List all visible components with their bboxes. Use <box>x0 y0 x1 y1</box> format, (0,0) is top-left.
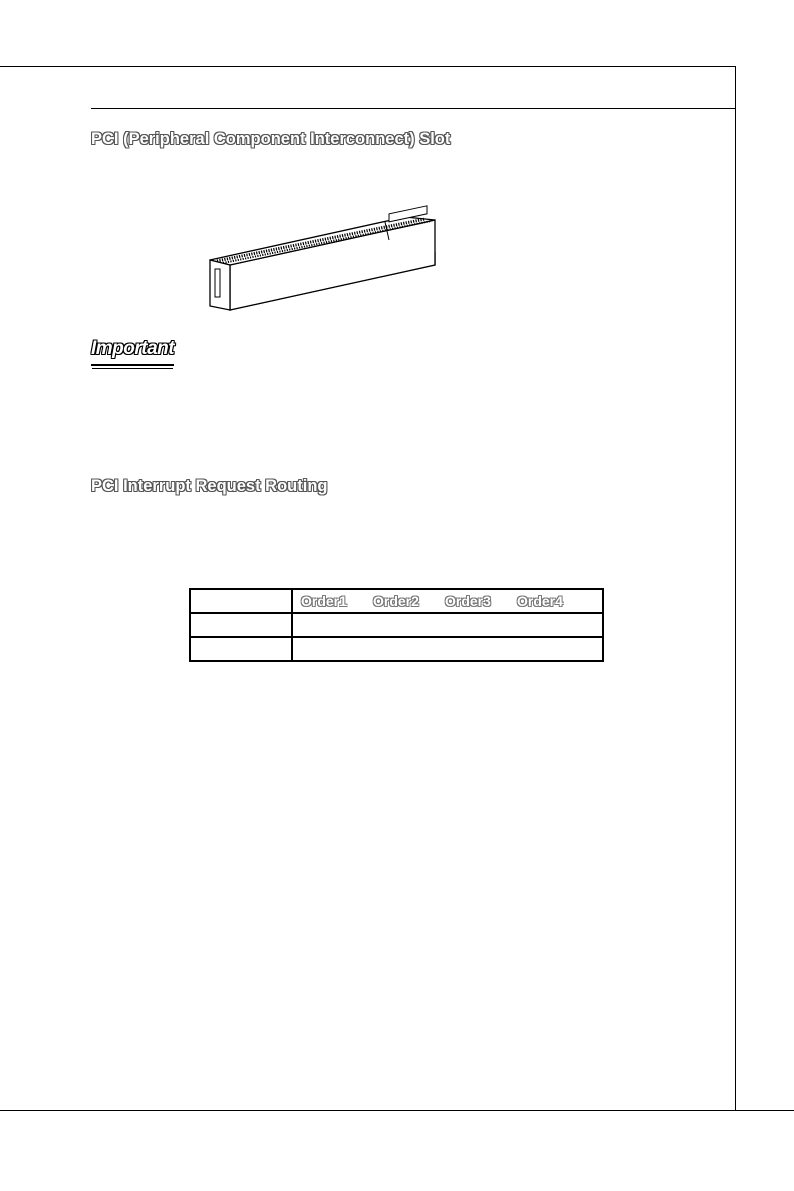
page-frame-right-line <box>735 66 736 1111</box>
pci-slot-heading: PCI (Peripheral Component Interconnect) Slot <box>91 130 451 148</box>
header-order-4: Order4 <box>517 593 563 609</box>
table-cell <box>190 613 292 637</box>
table-row <box>190 613 603 637</box>
pci-slot-illustration <box>205 205 441 315</box>
table-cell <box>292 637 603 661</box>
header-order-3: Order3 <box>445 593 491 609</box>
page-frame-bottom-line <box>0 1110 794 1111</box>
page-frame-top-line <box>0 66 736 67</box>
header-order-2: Order2 <box>373 593 419 609</box>
table-cell <box>190 637 292 661</box>
table-row <box>190 637 603 661</box>
table-header-orders <box>292 589 603 613</box>
irq-routing-table <box>189 588 604 662</box>
important-label: Important <box>91 338 174 366</box>
irq-routing-heading: PCI Interrupt Request Routing <box>91 477 328 495</box>
table-cell <box>292 613 603 637</box>
table-header-row <box>190 589 603 613</box>
header-rule <box>91 108 736 109</box>
table-cell <box>190 589 292 613</box>
header-order-1: Order1 <box>301 593 347 609</box>
